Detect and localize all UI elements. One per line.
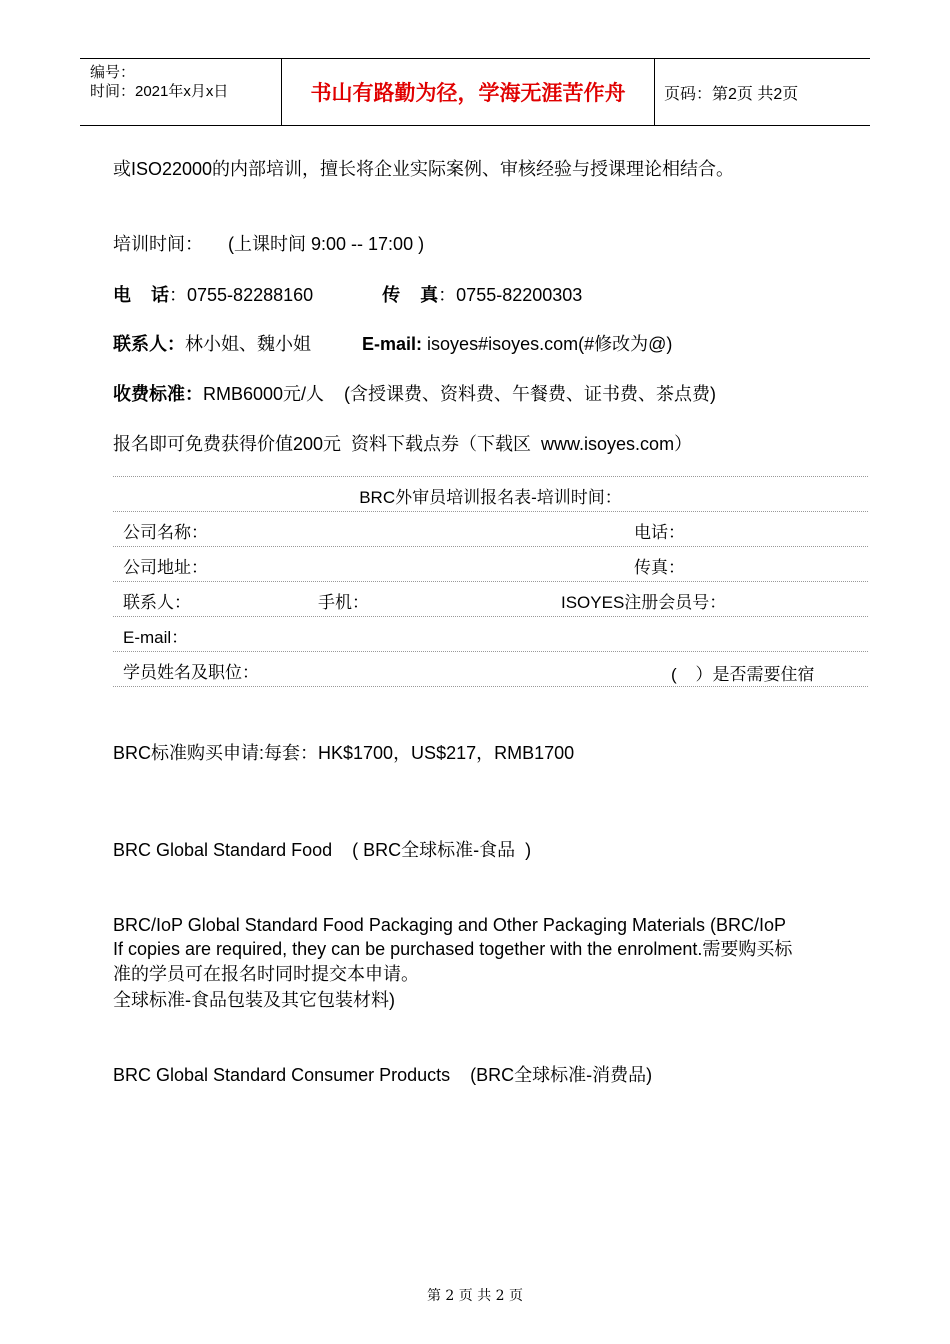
copies-note [113, 937, 792, 987]
trainee-field[interactable]: 学员姓名及职位： [123, 663, 259, 682]
company-address-field[interactable]: 公司地址： [123, 558, 208, 577]
fax-label: 传 真 [382, 285, 439, 305]
standard-food: BRC Global Standard Food ( BRC全球标准-食品 ) [113, 840, 532, 860]
form-title-row [113, 476, 868, 511]
phone-value: ：0755-82288160 [169, 285, 314, 305]
phone-fax-line [113, 281, 582, 307]
header-meta [80, 59, 281, 125]
standard-packaging-line2: 全球标准-食品包装及其它包装材料) [113, 990, 395, 1010]
form-row-contact [113, 581, 868, 616]
fee-line [113, 380, 716, 406]
email-field[interactable]: E-mail： [123, 628, 189, 647]
email-label: E-mail: [362, 334, 423, 354]
form-title: BRC外审员培训报名表-培训时间： [359, 488, 622, 507]
copies-line1: If copies are required, they can be purchased together with the enrolment.需要购买标 [113, 939, 793, 959]
document-number-label: 编号： [90, 64, 136, 81]
contact-field[interactable]: 联系人： [123, 593, 191, 612]
bonus-text: 报名即可免费获得价值200元 资料下载点券（下载区 www.isoyes.com） [113, 434, 693, 454]
member-number-field[interactable]: ISOYES注册会员号： [561, 593, 727, 612]
form-row-trainee [113, 651, 868, 687]
document-date: 时间：2021年x月x日 [90, 83, 229, 100]
training-time-value: (上课时间 9:00 -- 17:00 ) [228, 234, 425, 254]
standard-purchase: BRC标准购买申请:每套：HK$1700，US$217，RMB1700 [113, 743, 575, 763]
fax-field[interactable]: 传真： [634, 558, 685, 577]
registration-form [113, 476, 868, 687]
training-time-label: 培训时间： [113, 234, 203, 254]
standard-consumer: BRC Global Standard Consumer Products (BRC全球标准-消费品) [113, 1065, 653, 1085]
contact-label: 联系人： [113, 334, 185, 354]
email-value[interactable]: isoyes#isoyes.com(#修改为@) [427, 334, 673, 354]
company-name-field[interactable]: 公司名称： [123, 523, 208, 542]
header-page-info: 页码：第2页 共2页 [664, 85, 799, 103]
fee-value: RMB6000元/人 (含授课费、资料费、午餐费、证书费、茶点费) [203, 384, 717, 404]
fee-label: 收费标准： [113, 384, 203, 404]
form-row-address [113, 546, 868, 581]
training-time [113, 230, 424, 256]
page-header [80, 58, 870, 126]
standard-packaging-line1: BRC/IoP Global Standard Food Packaging and Other Packaging Materials (BRC/IoP [113, 915, 787, 935]
copies-line2: 准的学员可在报名时同时提交本申请。 [113, 964, 419, 984]
mobile-field[interactable]: 手机： [318, 593, 369, 612]
fax-value: ：0755-82200303 [438, 285, 583, 305]
phone-field[interactable]: 电话： [634, 523, 685, 542]
header-slogan: 书山有路勤为径，学海无涯苦作舟 [281, 59, 655, 125]
form-row-email [113, 616, 868, 651]
intro-text: 或ISO22000的内部培训，擅长将企业实际案例、审核经验与授课理论相结合。 [113, 159, 735, 179]
form-row-company [113, 511, 868, 546]
page-footer: 第 2 页 共 2 页 [426, 1288, 524, 1304]
phone-label: 电 话 [113, 285, 170, 305]
contact-line [113, 330, 672, 356]
contact-value: 林小姐、魏小姐 [185, 334, 311, 354]
lodging-checkbox[interactable]: ( ）是否需要住宿 [671, 665, 815, 684]
